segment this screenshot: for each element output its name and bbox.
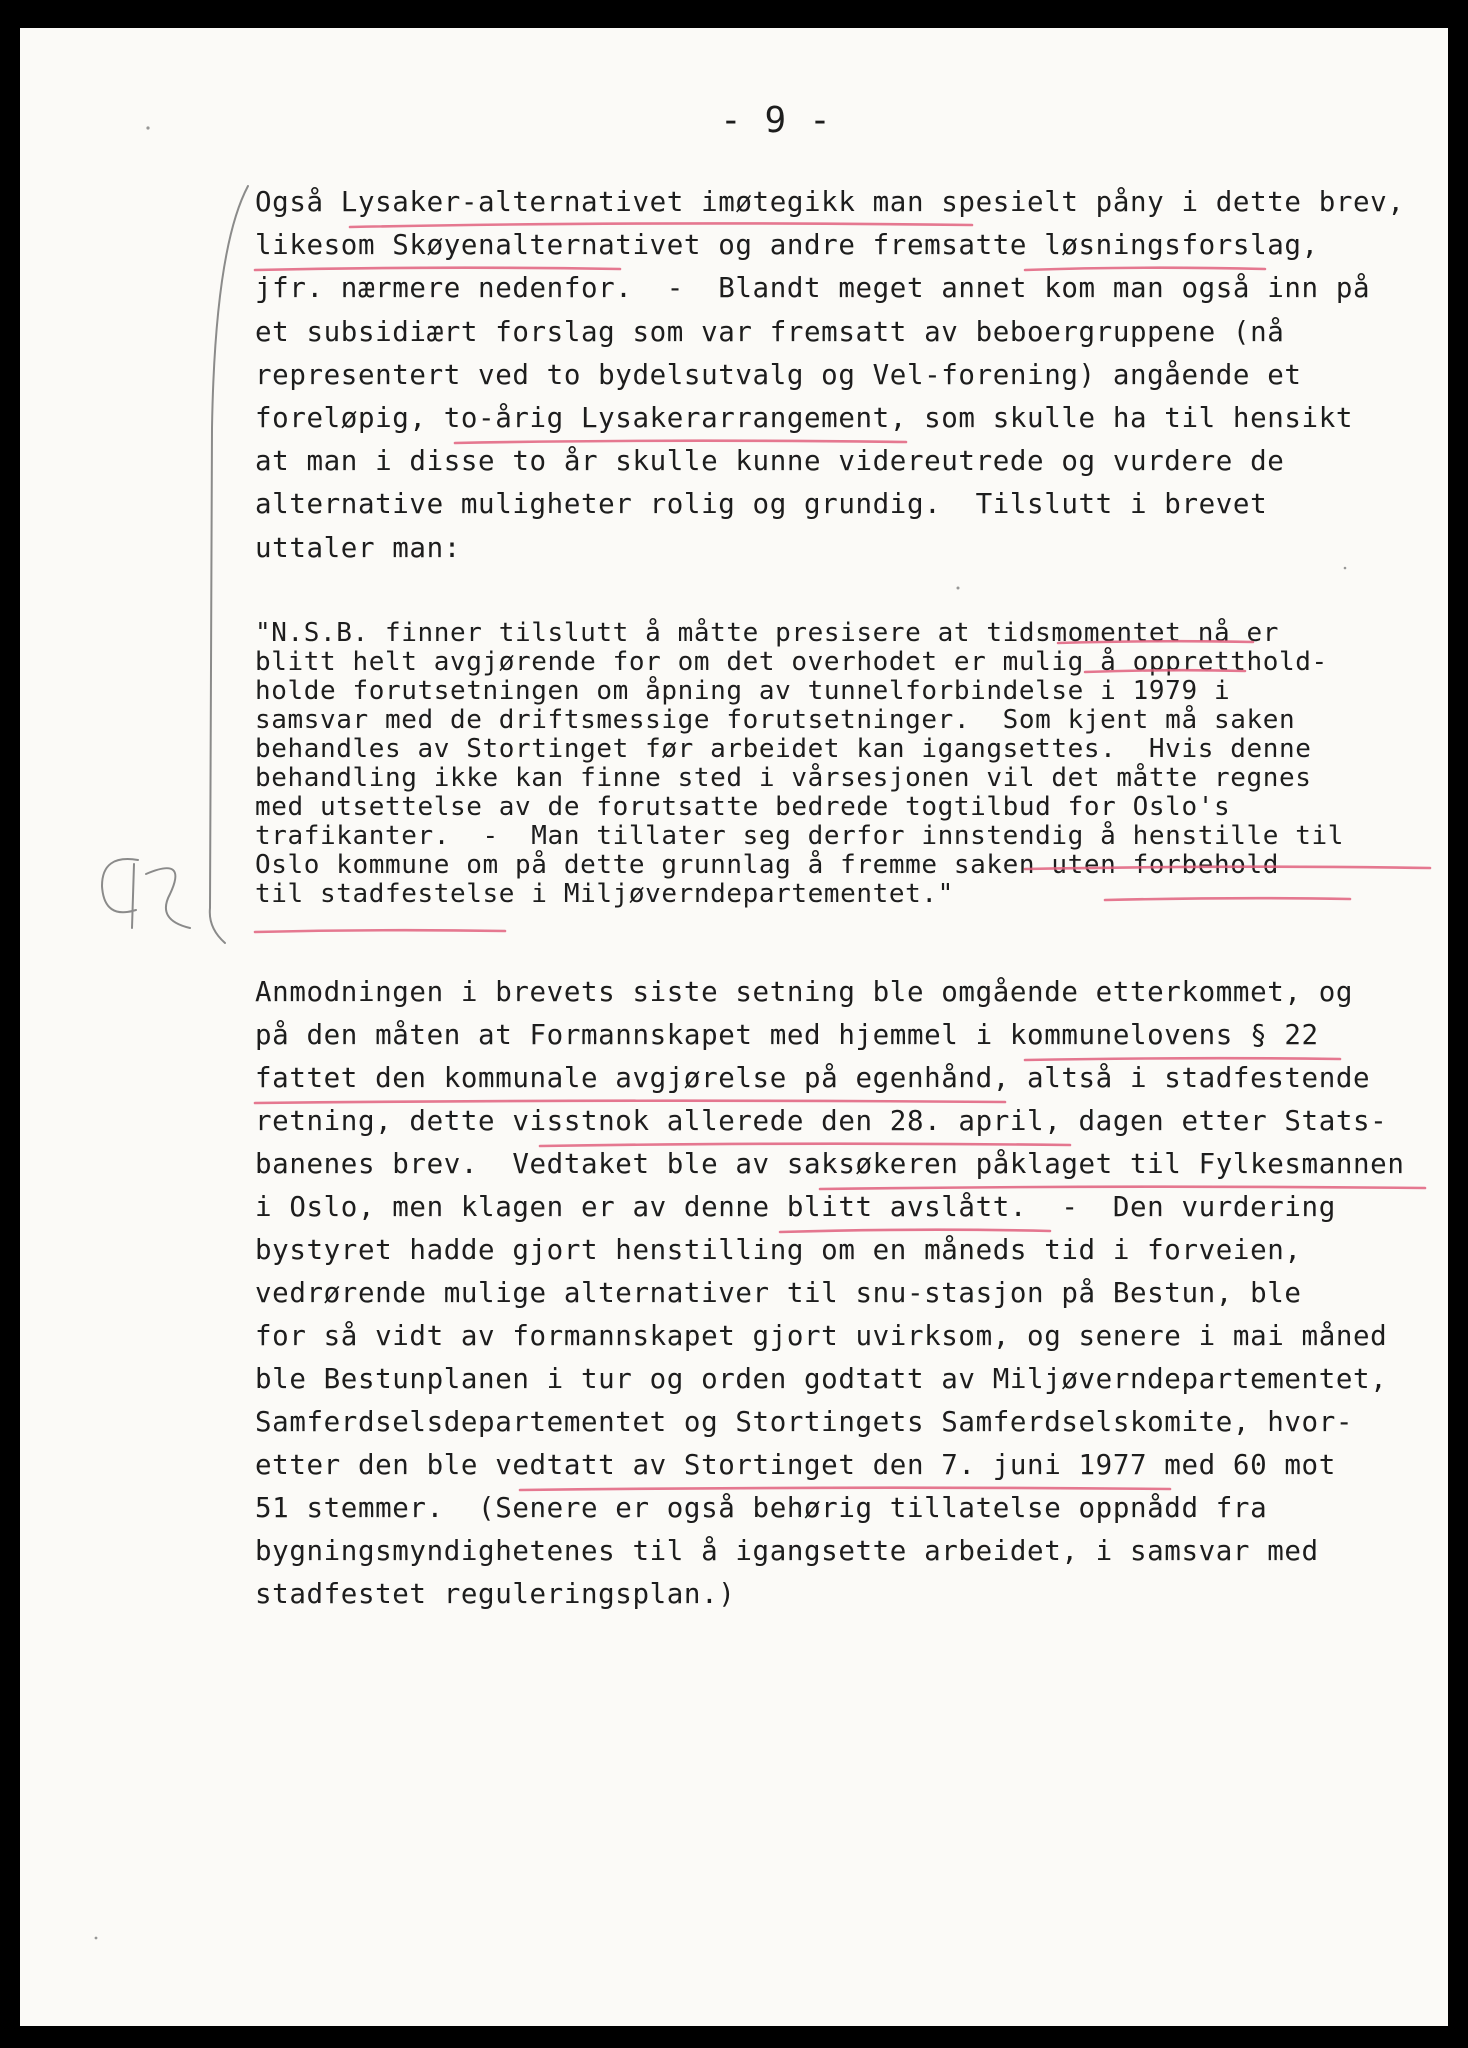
paragraph1-line-5: representert ved to bydelsutvalg og Vel-forening) angående et xyxy=(255,359,1302,391)
quote-line-9: Oslo kommune om på dette grunnlag å fremme saken uten forbehold xyxy=(255,850,1279,880)
margin-note-mark xyxy=(102,859,190,928)
paragraph2-line-2: på den måten at Formannskapet med hjemmel i kommunelovens § 22 xyxy=(255,1019,1319,1051)
paragraph2-line-1: Anmodningen i brevets siste setning ble omgående etterkommet, og xyxy=(255,976,1354,1008)
highlight-blitt-avslatt xyxy=(780,1230,1050,1232)
highlight-visstnok-allerede xyxy=(540,1144,1070,1146)
margin-bracket-mark xyxy=(210,186,248,943)
paragraph1-line-9: uttaler man: xyxy=(255,532,461,564)
paragraph2-line-5: banenes brev. Vedtaket ble av saksøkeren påklaget til Fylkesmannen xyxy=(255,1148,1405,1180)
paragraph1-line-8: alternative muligheter rolig og grundig. Tilslutt i brevet xyxy=(255,488,1268,520)
paragraph1-line-7: at man i disse to år skulle kunne videreutrede og vurdere de xyxy=(255,445,1285,477)
quote-line-8: trafikanter. - Man tillater seg derfor innstendig å henstille til xyxy=(255,821,1344,851)
highlight-kommunelovens xyxy=(1025,1058,1340,1060)
quote-line-10: til stadfestelse i Miljøverndepartementet." xyxy=(255,879,954,909)
highlight-paklaget-fylkesmannen xyxy=(820,1187,1425,1189)
highlight-til-stadfestelse xyxy=(255,930,505,932)
paragraph1-line-1: Også Lysaker-alternativet imøtegikk man spesielt påny i dette brev, xyxy=(255,186,1405,218)
highlight-likesom-skoyen xyxy=(255,268,620,270)
quote-line-1: "N.S.B. finner tilslutt å måtte presisere at tidsmomentet nå er xyxy=(255,618,1279,648)
quote-line-7: med utsettelse av de forutsatte bedrede togtilbud for Oslo's xyxy=(255,792,1231,822)
quote-line-2: blitt helt avgjørende for om det overhodet er mulig å oppretthold- xyxy=(255,647,1328,677)
paragraph1-line-4: et subsidiært forslag som var fremsatt av beboergruppene (nå xyxy=(255,316,1285,348)
highlight-lysaker-alternativet xyxy=(350,223,972,227)
quote-line-5: behandles av Stortinget før arbeidet kan igangsettes. Hvis denne xyxy=(255,734,1312,764)
paragraph1-line-6: foreløpig, to-årig Lysakerarrangement, som skulle ha til hensikt xyxy=(255,402,1354,434)
paragraph2-line-6: i Oslo, men klagen er av denne blitt avslått. - Den vurdering xyxy=(255,1191,1336,1223)
speck-2 xyxy=(95,1937,98,1940)
paragraph1-line-3: jfr. nærmere nedenfor. - Blandt meget annet kom man også inn på xyxy=(255,272,1371,304)
highlight-to-arig-lysakerarrangement xyxy=(455,441,906,443)
highlight-losningsforslag xyxy=(1025,268,1265,270)
paragraph2-line-12: etter den ble vedtatt av Stortinget den 7. juni 1977 med 60 mot xyxy=(255,1449,1336,1481)
paragraph1-line-2: likesom Skøyenalternativet og andre fremsatte løsningsforslag, xyxy=(255,229,1319,261)
quote-line-6: behandling ikke kan finne sted i vårsesjonen vil det måtte regnes xyxy=(255,763,1312,793)
page-number: - 9 - xyxy=(720,100,832,141)
paragraph2-line-11: Samferdselsdepartementet og Stortingets Samferdselskomite, hvor- xyxy=(255,1406,1354,1438)
quote-line-3: holde forutsetningen om åpning av tunnelforbindelse i 1979 i xyxy=(255,676,1231,706)
speck-1 xyxy=(146,126,149,129)
paragraph2-line-3: fattet den kommunale avgjørelse på egenhånd, altså i stadfestende xyxy=(255,1062,1371,1094)
paragraph2-line-14: bygningsmyndighetenes til å igangsette arbeidet, i samsvar med xyxy=(255,1535,1319,1567)
paragraph2-line-9: for så vidt av formannskapet gjort uvirksom, og senere i mai måned xyxy=(255,1320,1388,1352)
document-page xyxy=(20,28,1448,2026)
paragraph2-line-7: bystyret hadde gjort henstilling om en måneds tid i forveien, xyxy=(255,1234,1302,1266)
paragraph2-line-10: ble Bestunplanen i tur og orden godtatt av Miljøverndepartementet, xyxy=(255,1363,1388,1395)
paragraph2-line-4: retning, dette visstnok allerede den 28. april, dagen etter Stats- xyxy=(255,1105,1388,1137)
quote-line-4: samsvar med de driftsmessige forutsetninger. Som kjent må saken xyxy=(255,705,1296,735)
speck-3 xyxy=(1344,567,1347,570)
paragraph2-line-13: 51 stemmer. (Senere er også behørig tillatelse oppnådd fra xyxy=(255,1492,1268,1524)
highlight-uten-forbehold xyxy=(1105,898,1350,900)
highlight-vedtatt-stortinget xyxy=(520,1488,1170,1490)
speck-4 xyxy=(957,587,960,590)
paragraph2-line-8: vedrørende mulige alternativer til snu-stasjon på Bestun, ble xyxy=(255,1277,1302,1309)
paragraph2-line-15: stadfestet reguleringsplan.) xyxy=(255,1578,736,1610)
highlight-fattet-den-kommunale xyxy=(255,1101,1005,1103)
